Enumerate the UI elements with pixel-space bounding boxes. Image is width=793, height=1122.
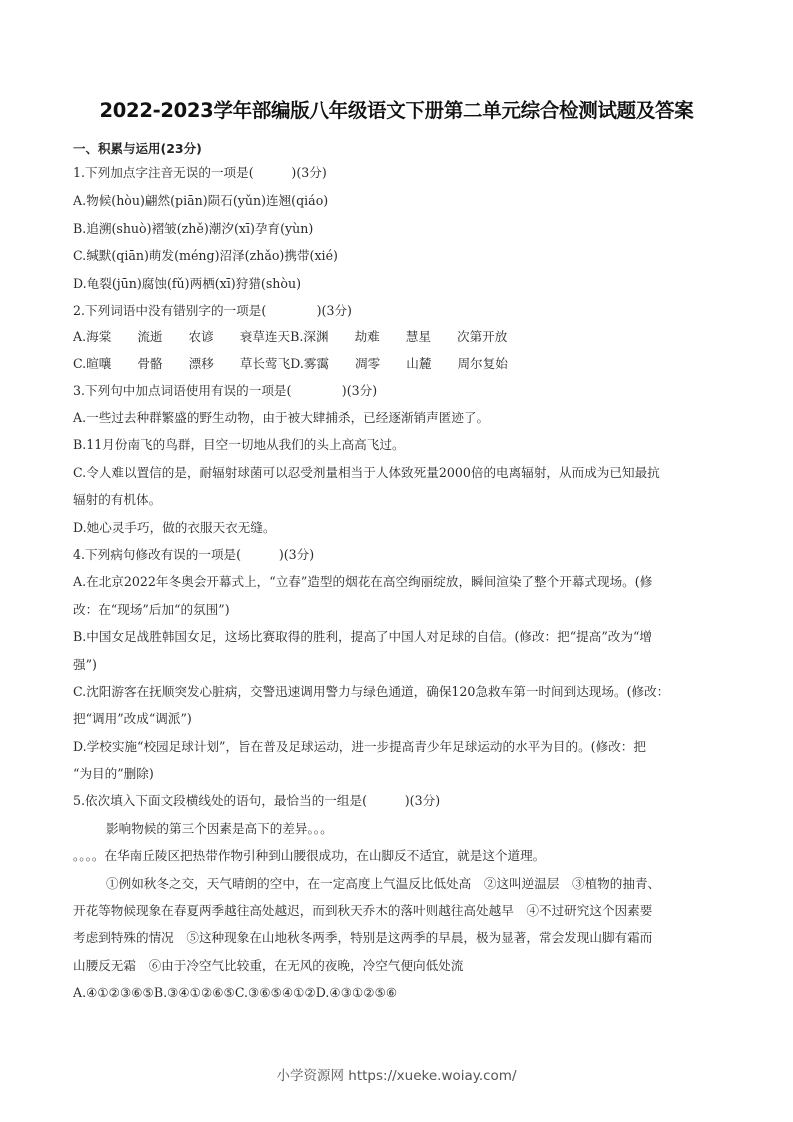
question-3-option-a: A.一些过去种群繁盛的野生动物，由于被大肆捕杀，已经逐渐销声匿迹了。 [73, 410, 490, 425]
question-5-sentences-3: 考虑到特殊的情况 ⑤这种现象在山地秋冬两季，特别是这两季的早晨，极为显著，常会发现山脚有霜而 [73, 930, 653, 945]
word: 次第开放 [456, 329, 508, 344]
question-4-option-d-cont: “为目的”删除) [73, 766, 154, 781]
word: 凋零 [355, 356, 381, 371]
word: A.海棠 [73, 329, 112, 344]
word: 劫难 [354, 329, 380, 344]
question-4-option-d: D.学校实施“校园足球计划”，旨在普及足球运动，进一步提高青少年足球运动的水平为目的。(修改：把 [73, 739, 646, 754]
question-4-option-b-cont: 强”) [73, 657, 97, 672]
section-heading: 一、积累与运用(23分) [73, 141, 202, 156]
question-5-stem: 5.依次填入下面文段横线处的语句，最恰当的一组是( )(3分) [73, 793, 441, 808]
word: 周尔复始 [457, 356, 508, 371]
question-5-choices: A.④①②③⑥⑤B.③④①②⑥⑤C.③⑥⑤④①②D.④③①②⑤⑥ [73, 985, 398, 1000]
question-4-option-a: A.在北京2022年冬奥会开幕式上，“立春”造型的烟花在高空绚丽绽放，瞬间渲染了整个开幕式现场。(修 [73, 574, 653, 589]
question-4-stem: 4.下列病句修改有误的一项是( )(3分) [73, 547, 315, 562]
question-4-option-a-cont: 改：在“现场”后加“的氛围”) [73, 602, 230, 617]
question-3-stem: 3.下列句中加点词语使用有误的一项是( )(3分) [73, 383, 378, 398]
word: 衰草连天B.深渊 [239, 329, 329, 344]
question-3-option-c-cont: 辐射的有机体。 [73, 492, 162, 507]
word: 草长莺飞D.雾霭 [239, 356, 330, 371]
page-title: 2022-2023学年部编版八年级语文下册第二单元综合检测试题及答案 [99, 99, 694, 122]
question-4-option-b: B.中国女足战胜韩国女足，这场比赛取得的胜利，提高了中国人对足球的自信。(修改：把“提高”改为“增 [73, 629, 653, 644]
word: 漂移 [188, 356, 214, 371]
word: 农谚 [188, 329, 214, 344]
word: 流逝 [137, 329, 163, 344]
question-5-passage-1: 影响物候的第三个因素是高下的差异。。。 [106, 821, 333, 836]
question-3-option-d: D.她心灵手巧，做的衣服天衣无缝。 [73, 520, 276, 535]
question-2-row-1 [73, 329, 507, 345]
word: 山麓 [406, 356, 432, 371]
question-4-option-c: C.沈阳游客在抚顺突发心脏病，交警迅速调用警力与绿色通道，确保120急救车第一时间到达现场。(修改： [73, 684, 670, 699]
word: 慧星 [405, 329, 431, 344]
word: 骨骼 [137, 356, 163, 371]
question-3-option-c: C.令人难以置信的是，耐辐射球菌可以忍受剂量相当于人体致死量2000倍的电离辐射，从而成为已知最抗 [73, 465, 660, 480]
question-1-option-b: B.追溯(shuò)褶皱(zhě)潮汐(xī)孕育(yùn) [73, 221, 314, 236]
question-1-option-d: D.龟裂(jūn)腐蚀(fǔ)两栖(xī)狩猎(shòu) [73, 276, 302, 291]
footer-watermark: 小学资源网 https://xueke.woiay.com/ [276, 1068, 517, 1084]
question-5-sentences-4: 山腰反无霜 ⑥由于冷空气比较重，在无风的夜晚，冷空气便向低处流 [73, 958, 464, 973]
question-2-stem: 2.下列词语中没有错别字的一项是( )(3分) [73, 303, 352, 318]
question-5-passage-2: 。。。。在华南丘陵区把热带作物引种到山腰很成功，在山脚反不适宜，就是这个道理。 [73, 848, 546, 863]
question-5-sentences-2: 开花等物候现象在春夏两季越往高处越迟，而到秋天乔木的落叶则越往高处越早 ④不过研究这个因素要 [73, 903, 653, 918]
question-1-option-a: A.物候(hòu)翩然(piān)陨石(yǔn)连翘(qiáo) [73, 193, 329, 208]
question-2-row-2 [73, 356, 508, 372]
word: C.暄嚷 [73, 356, 112, 371]
question-1-stem: 1.下列加点字注音无误的一项是( )(3分) [73, 165, 327, 180]
question-3-option-b: B.11月份南飞的鸟群，目空一切地从我们的头上高高飞过。 [73, 437, 405, 452]
question-4-option-c-cont: 把“调用”改成“调派”) [73, 711, 192, 726]
question-5-sentences-1: ①例如秋冬之交，天气晴朗的空中，在一定高度上气温反比低处高 ②这叫逆温层 ③植物的抽青、 [106, 876, 661, 891]
question-1-option-c: C.缄默(qiān)萌发(méng)沼泽(zhǎo)携带(xié) [73, 248, 338, 263]
